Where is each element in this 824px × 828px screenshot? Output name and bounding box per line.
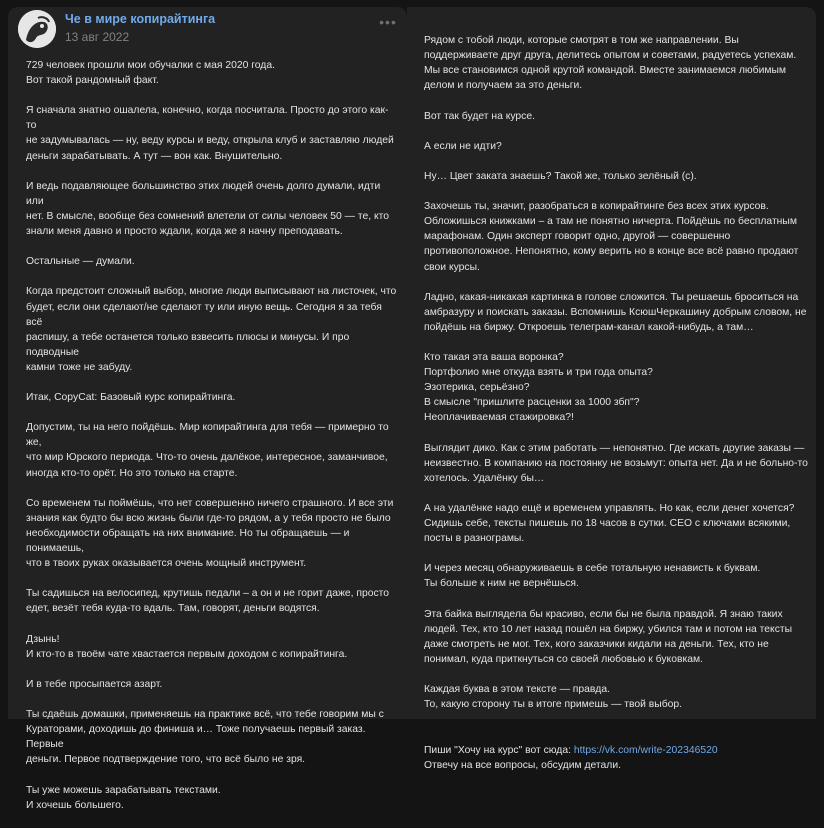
paragraph: И через месяц обнаруживаешь в себе тотальную ненависть к буквам. Ты больше к ним не вернёшься. xyxy=(424,563,761,590)
paragraph: Когда предстоит сложный выбор, многие люди выписывают на листочек, что будет, если они сделают/не сделают ту или иную вещь. Сегодня я за тебя всё распишу, а тебе останется только взвесить плюсы и минусы. И про подводные камни тоже не забуду. xyxy=(26,286,397,373)
cta-block xyxy=(424,743,808,773)
post-text-right xyxy=(424,18,808,803)
avatar-illustration-icon xyxy=(18,10,56,48)
paragraph: Остальные — думали. xyxy=(26,256,135,268)
paragraph: Со временем ты поймёшь, что нет совершенно ничего страшного. И все эти знания как будто бы всю жизнь были где-то рядом, а у тебя просто не было необходимости обращать на них внимание. Но ты обращаешь — и понимаешь, что в твоих руках оказывается очень мощный инструмент. xyxy=(26,497,394,570)
paragraph: Я сначала знатно ошалела, конечно, когда посчитала. Просто до этого как-то не задумывалась — ну, веду курсы и веду, открыла клуб и заставляю людей деньги зарабатывать. А тут — вон как. Внушительно. xyxy=(26,105,394,162)
paragraph: Ты уже можешь зарабатывать текстами. И хочешь большего. xyxy=(26,784,221,811)
paragraph: Ну… Цвет заката знаешь? Такой же, только зелёный (с). xyxy=(424,170,697,182)
paragraph: Вот так будет на курсе. xyxy=(424,110,535,122)
avatar[interactable] xyxy=(18,10,56,48)
cta-prefix: Пиши "Хочу на курс" вот сюда: xyxy=(424,744,574,756)
paragraph: Допустим, ты на него пойдёшь. Мир копирайтинга для тебя — примерно то же, что мир Юрского периода. Что-то очень далёкое, интересное, заманчивое, иногда кто-то орёт. Но это только на старте. xyxy=(26,422,389,479)
paragraph: Ты сдаёшь домашки, применяешь на практике всё, что тебе говорим мы с Кураторами, доходишь до финиша и… Тоже получаешь первый заказ. Первые деньги. Первое подтверждение того, что всё было не зря. xyxy=(26,709,384,766)
paragraph: 729 человек прошли мои обучалки с мая 2020 года. Вот такой рандомный факт. xyxy=(26,60,275,87)
paragraph: А на удалёнке надо ещё и временем управлять. Но как, если денег хочется? Сидишь себе, тексты пишешь по 18 часов в сутки. CEO с ключами всякими, посты в разнограмы. xyxy=(424,503,795,545)
paragraph: Каждая буква в этом тексте — правда. То, какую сторону ты в итоге примешь — твой выбор. xyxy=(424,684,683,711)
paragraph: Захочешь ты, значит, разобраться в копирайтинге без всех этих курсов. Обложишься книжками – а там не понятно ничерта. Пойдёшь по бесплатным марафонам. Один эксперт говорит одно, другой — совершенно противоположное. Непонятно, кому верить но в конце все всё равно продают свои курсы. xyxy=(424,201,799,273)
paragraph: Эта байка выглядела бы красиво, если бы не была правдой. Я знаю таких людей. Тех, кто 10 лет назад пошёл на биржу, убился там и потом на тексты даже смотреть не мог. Тех, кого заказчики кидали на деньги. Тех, кто не понимал, куда приткнуться со своей любовью к буковкам. xyxy=(424,608,793,665)
paragraph: А если не идти? xyxy=(424,140,502,152)
paragraph: Ладно, какая-никакая картинка в голове сложится. Ты решаешь броситься на амбразуру и поискать заказы. Вспомнишь КсюшЧеркашину добрым словом, не пойдёшь на биржу. Откроешь телеграм-канал какой-нибудь, а там… xyxy=(424,291,807,333)
post-text-left xyxy=(26,58,398,828)
paragraph: И в тебе просыпается азарт. xyxy=(26,678,163,690)
paragraph: Дзынь! И кто-то в твоём чате хвастается первым доходом с копирайтинга. xyxy=(26,633,348,660)
cta-suffix: Отвечу на все вопросы, обсудим детали. xyxy=(424,759,621,771)
more-horizontal-icon[interactable]: ••• xyxy=(379,14,397,30)
cta-link[interactable]: https://vk.com/write-202346520 xyxy=(573,744,718,756)
paragraph: Итак, CopyCat: Базовый курс копирайтинга. xyxy=(26,392,236,404)
paragraph: Кто такая эта ваша воронка? Портфолио мне откуда взять и три года опыта? Эзотерика, серьёзно? В смысле "пришлите расценки за 1000 збп"? Неоплачиваемая стажировка?! xyxy=(424,352,653,424)
author-name[interactable]: Че в мире копирайтинга xyxy=(65,12,216,26)
paragraph: И ведь подавляющее большинство этих людей очень долго думали, идти или нет. В смысле, вообще без сомнений влетели от силы человек 50 — те, кто знали меня давно и просто ждали, когда же я начну преподавать. xyxy=(26,180,390,238)
post-date[interactable]: 13 авг 2022 xyxy=(65,30,130,44)
paragraph: Ты садишься на велосипед, крутишь педали – а он и не горит даже, просто едет, везёт тебя куда-то вдаль. Там, говорят, деньги водятся. xyxy=(26,588,390,615)
paragraph: Рядом с тобой люди, которые смотрят в том же направлении. Вы поддерживаете друг друга, делитесь опытом и советами, радуетесь успехам. Мы все становимся одной крутой командой. Вместе занимаемся любимым делом и получаем за это деньги. xyxy=(424,35,797,92)
post-header xyxy=(18,10,397,50)
paragraph: Выглядит дико. Как с этим работать — непонятно. Где искать другие заказы — неизвестно. В компанию на постоянку не возьмут: опыта нет. Да и не больно-то хотелось. Удалёнку бы… xyxy=(424,442,808,484)
